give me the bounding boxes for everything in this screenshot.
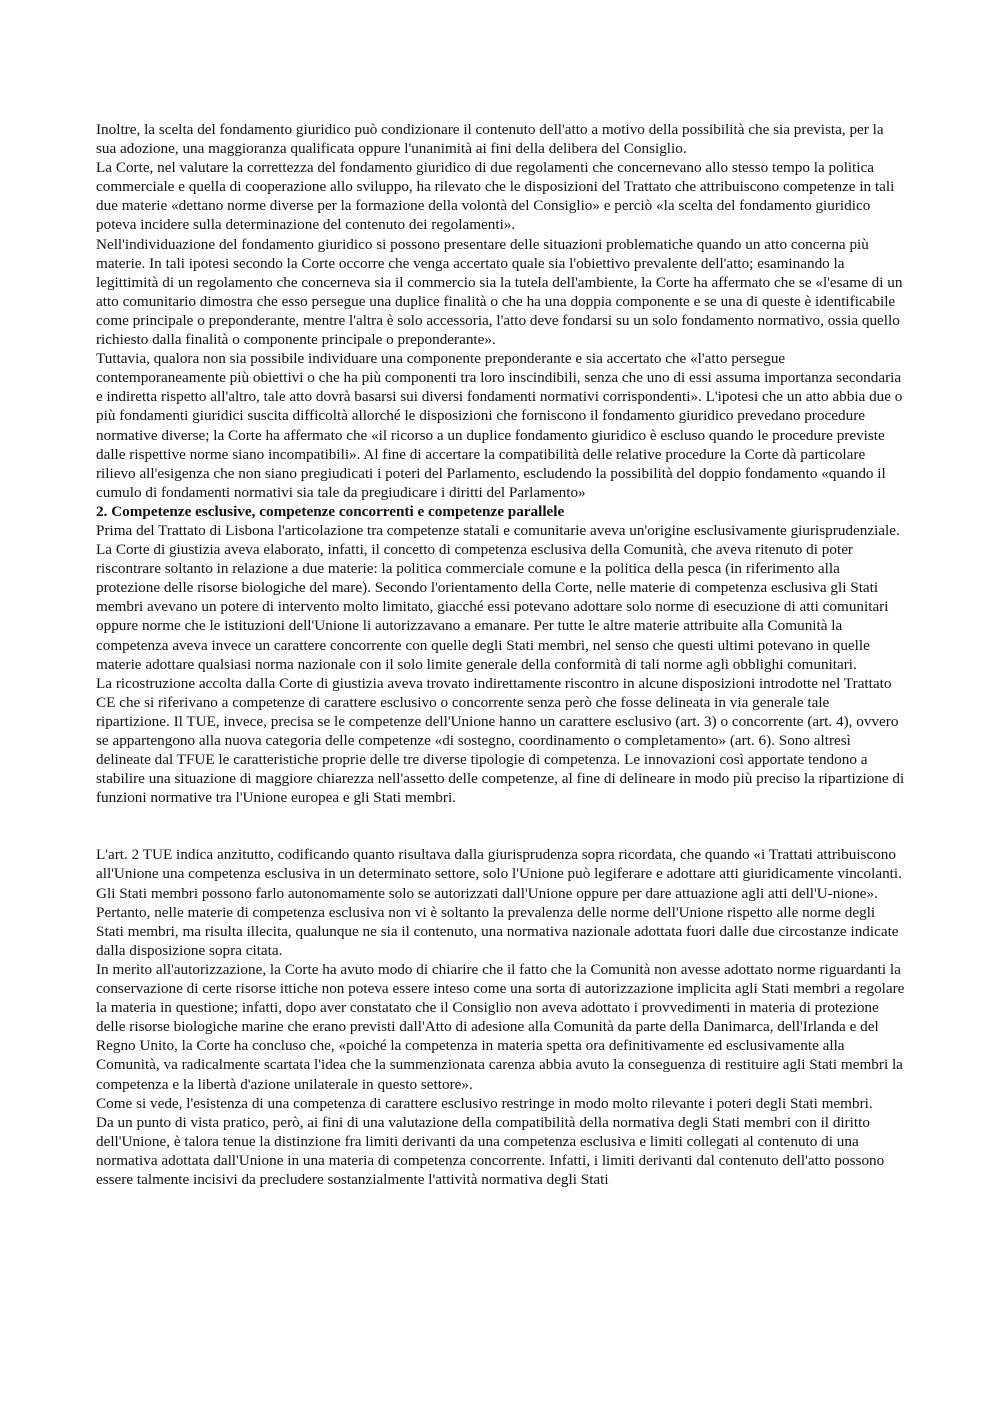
paragraph: Prima del Trattato di Lisbona l'articolazione tra competenze statali e comunitarie aveva un'origine esclusivamente giurisprudenziale. La Corte di giustizia aveva elaborato, infatti, il concetto di competenza esclusiva della Comunità, che aveva ritenuto di poter riscontrare soltanto in relazione a due materie: la politica commerciale comune e la politica della pesca (in riferimento alla protezione delle risorse biologiche del mare). Secondo l'orientamento della Corte, nelle materie di competenza esclusiva gli Stati membri avevano un potere di intervento molto limitato, giacché essi potevano adottare solo norme di esecuzione di atti comunitari oppure norme che le istituzioni dell'Unione li autorizzavano a emanare. Per tutte le altre materie attribuite alla Comunità la competenza aveva invece un carattere concorrente con quelle degli Stati membri, nel senso che questi ultimi potevano in quelle materie adottare qualsiasi norma nazionale con il solo limite generale della conformità di tali norme agli obblighi comunitari. <box>96 521 900 673</box>
paragraph-gap <box>96 807 906 845</box>
paragraph: La ricostruzione accolta dalla Corte di giustizia aveva trovato indirettamente riscontro in alcune disposizioni introdotte nel Trattato CE che si riferivano a competenze di carattere esclusivo o concorrente senza però che fosse delineata in via generale tale ripartizione. Il TUE, invece, precisa se le competenze dell'Unione hanno un carattere esclusivo (art. 3) o concorrente (art. 4), ovvero se appartengono alla nuova categoria delle competenze «di sostegno, coordinamento o completamento» (art. 6). Sono altresì delineate dal TFUE le caratteristiche proprie delle tre diverse tipologie di competenza. Le innovazioni così apportate tendono a stabilire una situazione di maggiore chiarezza nell'assetto delle competenze, al fine di delineare in modo più preciso la ripartizione di funzioni normative tra l'Unione europea e gli Stati membri. <box>96 674 905 807</box>
section-heading: 2. Competenze esclusive, competenze concorrenti e competenze parallele <box>96 502 565 520</box>
paragraph: L'art. 2 TUE indica anzitutto, codificando quanto risultava dalla giurisprudenza sopra ricordata, che quando «i Trattati attribuiscono all'Unione una competenza esclusiva in un determinato settore, solo l'Unione può legiferare e adottare atti giuridicamente vincolanti. Gli Stati membri possono farlo autonomamente solo se autorizzati dall'Unione oppure per dare attuazione agli atti dell'U-nione». Pertanto, nelle materie di competenza esclusiva non vi è soltanto la prevalenza delle norme dell'Unione rispetto alle norme degli Stati membri, ma risulta illecita, qualunque ne sia il contenuto, una normativa nazionale adottata fuori dalle due circostanze indicate dalla disposizione sopra citata. <box>96 846 902 959</box>
paragraph: Tuttavia, qualora non sia possibile individuare una componente preponderante e sia accertato che «l'atto persegue contemporaneamente più obiettivi o che ha più componenti tra loro inscindibili, senza che uno di essi assuma importanza secondaria e indiretta rispetto all'altro, tale atto dovrà basarsi sui diversi fondamenti normativi corrispondenti». L'ipotesi che un atto abbia due o più fondamenti giuridici suscita difficoltà allorché le disposizioni che forniscono il fondamento giuridico prevedano procedure normative diverse; la Corte ha affermato che «il ricorso a un duplice fondamento giuridico è escluso quando le procedure previste dalle rispettive norme siano incompatibili». Al fine di accertare la compatibilità delle relative procedure la Corte dà particolare rilievo all'esigenza che non siano pregiudicati i poteri del Parlamento, escludendo la possibilità del doppio fondamento «quando il cumulo di fondamenti normativi sia tale da pregiudicare i diritti del Parlamento» <box>96 350 903 501</box>
paragraph: Come si vede, l'esistenza di una competenza di carattere esclusivo restringe in modo molto rilevante i poteri degli Stati membri. <box>96 1094 873 1112</box>
paragraph: La Corte, nel valutare la correttezza del fondamento giuridico di due regolamenti che concernevano allo stesso tempo la politica commerciale e quella di cooperazione allo sviluppo, ha rilevato che le disposizioni del Trattato che attribuiscono competenze in tali due materie «dettano norme diverse per la formazione della volontà del Consiglio» e perciò «la scelta del fondamento giuridico poteva incidere sulla determinazione del contenuto dei regolamenti». <box>96 159 895 234</box>
paragraph: Inoltre, la scelta del fondamento giuridico può condizionare il contenuto dell'atto a motivo della possibilità che sia prevista, per la sua adozione, una maggioranza qualificata oppure l'unanimità ai fini della delibera del Consiglio. <box>96 121 884 158</box>
document-body <box>96 120 906 1189</box>
paragraph: Da un punto di vista pratico, però, ai fini di una valutazione della compatibilità della normativa degli Stati membri con il diritto dell'Unione, è talora tenue la distinzione fra limiti derivanti da una competenza esclusiva e limiti collegati al contenuto di una normativa adottata dall'Unione in una materia di competenza concorrente. Infatti, i limiti derivanti dal contenuto dell'atto possono essere talmente incisivi da precludere sostanzialmente l'attività normativa degli Stati <box>96 1113 885 1188</box>
paragraph: In merito all'autorizzazione, la Corte ha avuto modo di chiarire che il fatto che la Comunità non avesse adottato norme riguardanti la conservazione di certe risorse ittiche non poteva essere inteso come una sorta di autorizzazione implicita agli Stati membri a regolare la materia in questione; infatti, dopo aver constatato che il Consiglio non aveva adottato i provvedimenti in materia di protezione delle risorse biologiche marine che erano previsti dall'Atto di adesione alla Comunità da parte della Danimarca, dell'Irlanda e del Regno Unito, la Corte ha concluso che, «poiché la competenza in materia spetta ora definitivamente ed esclusivamente alla Comunità, va radicalmente scartata l'idea che la summenzionata carenza abbia avuto la conseguenza di restituire agli Stati membri la competenza e la libertà d'azione unilaterale in questo settore». <box>96 960 905 1093</box>
paragraph: Nell'individuazione del fondamento giuridico si possono presentare delle situazioni problematiche quando un atto concerna più materie. In tali ipotesi secondo la Corte occorre che venga accertato quale sia l'obiettivo prevalente dell'atto; esaminando la legittimità di un regolamento che concerneva sia il commercio sia la tutela dell'ambiente, la Corte ha affermato che se «l'esame di un atto comunitario dimostra che esso persegue una duplice finalità o che ha una doppia componente e se una di queste è identificabile come principale o preponderante, mentre l'altra è solo accessoria, l'atto deve fondarsi su un solo fondamento normativo, ossia quello richiesto dalla finalità o componente principale o preponderante». <box>96 235 903 349</box>
